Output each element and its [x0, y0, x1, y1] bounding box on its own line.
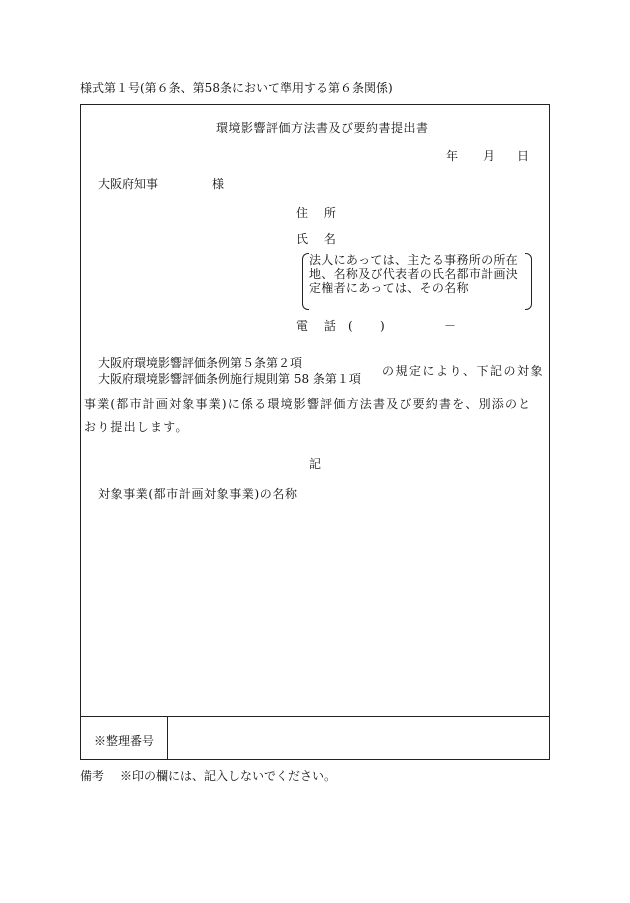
- telephone-area-paren-close: ): [380, 319, 385, 333]
- statement-reference-regulation: 大阪府環境影響評価条例施行規則第 58 条第１項: [98, 372, 361, 386]
- name-label: 氏 名: [296, 232, 342, 246]
- corporate-note-text: 法人にあっては、主たる事務所の所在地、名称及び代表者の氏名都市計画決定権者にあっては、その名称: [309, 253, 519, 295]
- statement-reference-ordinance: 大阪府環境影響評価条例第５条第２項: [98, 356, 303, 370]
- date-year-label: 年: [446, 149, 459, 163]
- addressee-honorific: 様: [212, 177, 225, 191]
- note-bracket-right: [525, 253, 532, 310]
- telephone-dash: －: [444, 319, 457, 333]
- addressee-name: 大阪府知事: [98, 177, 159, 191]
- corporate-note: [302, 253, 532, 310]
- serial-number-label: ※整理番号: [94, 734, 155, 748]
- ki-heading: 記: [309, 457, 322, 471]
- project-name-label: 対象事業(都市計画対象事業)の名称: [98, 487, 298, 501]
- statement-body-line-1: 事業(都市計画対象事業)に係る環境影響評価方法書及び要約書を、別添のと: [84, 397, 532, 411]
- document-title: 環境影響評価方法書及び要約書提出書: [216, 121, 429, 135]
- date-month-label: 月: [483, 149, 496, 163]
- address-label: 住 所: [296, 206, 342, 220]
- remarks-label: 備考: [80, 769, 105, 783]
- date-day-label: 日: [517, 149, 530, 163]
- note-bracket-left: [302, 253, 309, 310]
- statement-reference-tail: の規定により、下記の対象: [382, 364, 545, 378]
- telephone-label: 電 話: [296, 319, 342, 333]
- telephone-area-paren-open: (: [348, 319, 353, 333]
- serial-number-divider: [167, 717, 168, 759]
- remarks-text: ※印の欄には、記入しないでください。: [120, 769, 337, 783]
- form-number: 様式第１号(第６条、第58条において準用する第６条関係): [80, 81, 393, 95]
- statement-body-line-2: おり提出します。: [84, 420, 189, 434]
